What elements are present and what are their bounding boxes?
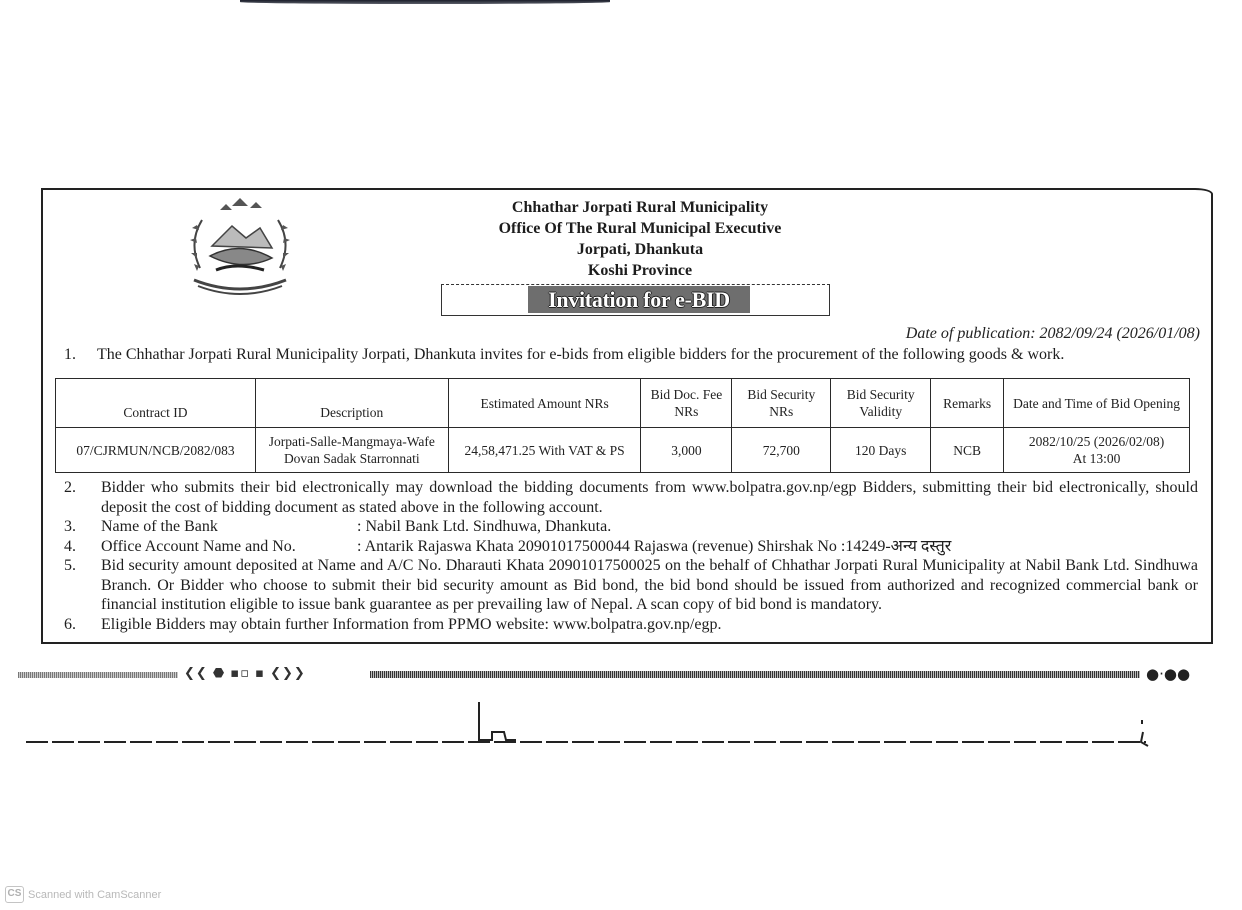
ornament-dots-icon: ●·●● <box>1146 665 1191 683</box>
item-number: 5. <box>64 557 76 574</box>
item-value: : Antarik Rajaswa Khata 20901017500044 Rajaswa (revenue) Shirshak No :14249-अन्य दस्तुर <box>357 537 952 555</box>
cell-bid-doc-fee: 3,000 <box>641 428 732 473</box>
ornament-bar-left <box>18 672 178 678</box>
cell-estimated-amount: 24,58,471.25 With VAT & PS <box>448 428 641 473</box>
cell-remarks: NCB <box>931 428 1004 473</box>
cell-contract-id: 07/CJRMUN/NCB/2082/083 <box>56 428 256 473</box>
item-number: 2. <box>64 479 76 496</box>
camscanner-logo-icon: CS <box>5 886 24 903</box>
header-bid-doc-fee: Bid Doc. Fee NRs <box>641 379 732 428</box>
header-description: Description <box>255 379 448 428</box>
table-header-row <box>56 379 1190 428</box>
item-text: Bidder who submits their bid electronically may download the bidding documents from www.bolpatra.gov.np/egp Bidders, submitting their bid electronically, should deposit the cost of bidding document as stated above in the following account. <box>101 479 1198 516</box>
cell-bid-security: 72,700 <box>732 428 831 473</box>
notice-header <box>440 197 840 281</box>
header-bid-security: Bid Security NRs <box>732 379 831 428</box>
item-number: 3. <box>64 518 76 535</box>
item-value: : Nabil Bank Ltd. Sindhuwa, Dhankuta. <box>357 518 612 535</box>
office-name: Office Of The Rural Municipal Executive <box>498 220 782 237</box>
signature-tick-icon <box>1136 718 1150 748</box>
header-contract-id: Contract ID <box>56 379 256 428</box>
publication-date: Date of publication: 2082/09/24 (2026/01/08) <box>905 325 1200 342</box>
camscanner-watermark <box>5 886 161 903</box>
list-item <box>64 556 1198 615</box>
signature-mark-icon <box>476 700 516 744</box>
province-name: Koshi Province <box>587 262 693 279</box>
nepal-emblem-icon <box>180 198 300 298</box>
list-item <box>64 615 1198 635</box>
municipality-name: Chhathar Jorpati Rural Municipality <box>511 199 769 216</box>
list-item <box>64 537 1198 557</box>
ornament-chevrons-icon: ❮❮ ⬣ ▪▫ ▪ ❮❯❯ <box>184 666 306 681</box>
intro-paragraph <box>64 346 1064 364</box>
office-location: Jorpati, Dhankuta <box>576 241 704 258</box>
header-bid-opening: Date and Time of Bid Opening <box>1004 379 1190 428</box>
bid-opening-time: At 13:00 <box>1072 451 1121 466</box>
item-label: Name of the Bank <box>101 518 218 535</box>
header-bid-security-validity: Bid Security Validity <box>831 379 931 428</box>
signature-line <box>26 741 1146 743</box>
item-number: 4. <box>64 537 76 555</box>
cell-bid-security-validity: 120 Days <box>831 428 931 473</box>
table-row <box>56 428 1190 473</box>
item-label: Office Account Name and No. <box>101 537 296 555</box>
notice-items <box>64 478 1198 634</box>
title-box <box>441 284 830 316</box>
intro-text: The Chhathar Jorpati Rural Municipality Jorpati, Dhankuta invites for e-bids from eligible bidders for the procurement of the following goods & work. <box>97 346 1065 363</box>
bid-opening-date: 2082/10/25 (2026/02/08) <box>1028 434 1165 449</box>
cell-description: Jorpati-Salle-Mangmaya-Wafe Dovan Sadak Starronnati <box>255 428 448 473</box>
list-item <box>64 478 1198 517</box>
header-estimated-amount: Estimated Amount NRs <box>448 379 641 428</box>
watermark-text: Scanned with CamScanner <box>28 888 162 901</box>
cell-bid-opening <box>1004 428 1190 473</box>
header-remarks: Remarks <box>931 379 1004 428</box>
item-number: 6. <box>64 615 76 633</box>
bid-table <box>55 378 1190 473</box>
item-text: Eligible Bidders may obtain further Information from PPMO website: www.bolpatra.gov.np/egp. <box>101 615 722 633</box>
intro-number: 1. <box>64 346 76 363</box>
scan-edge-shadow <box>240 0 610 4</box>
decorative-border <box>18 665 1208 683</box>
ornament-bar-right <box>370 671 1140 678</box>
list-item <box>64 517 1198 537</box>
notice-title: Invitation for e-BID <box>528 286 750 313</box>
item-text: Bid security amount deposited at Name and A/C No. Dharauti Khata 20901017500025 on the behalf of Chhathar Jorpati Rural Municipality at Nabil Bank Ltd. Sindhuwa Branch. Or Bidder who choose to submit their bid security amount as Bid bond, the bid bond should be issued from authorized and recognized commercial bank or financial institution eligible to issue bank guarantee as per prevailing law of Nepal. A scan copy of bid bond is mandatory. <box>101 557 1198 613</box>
